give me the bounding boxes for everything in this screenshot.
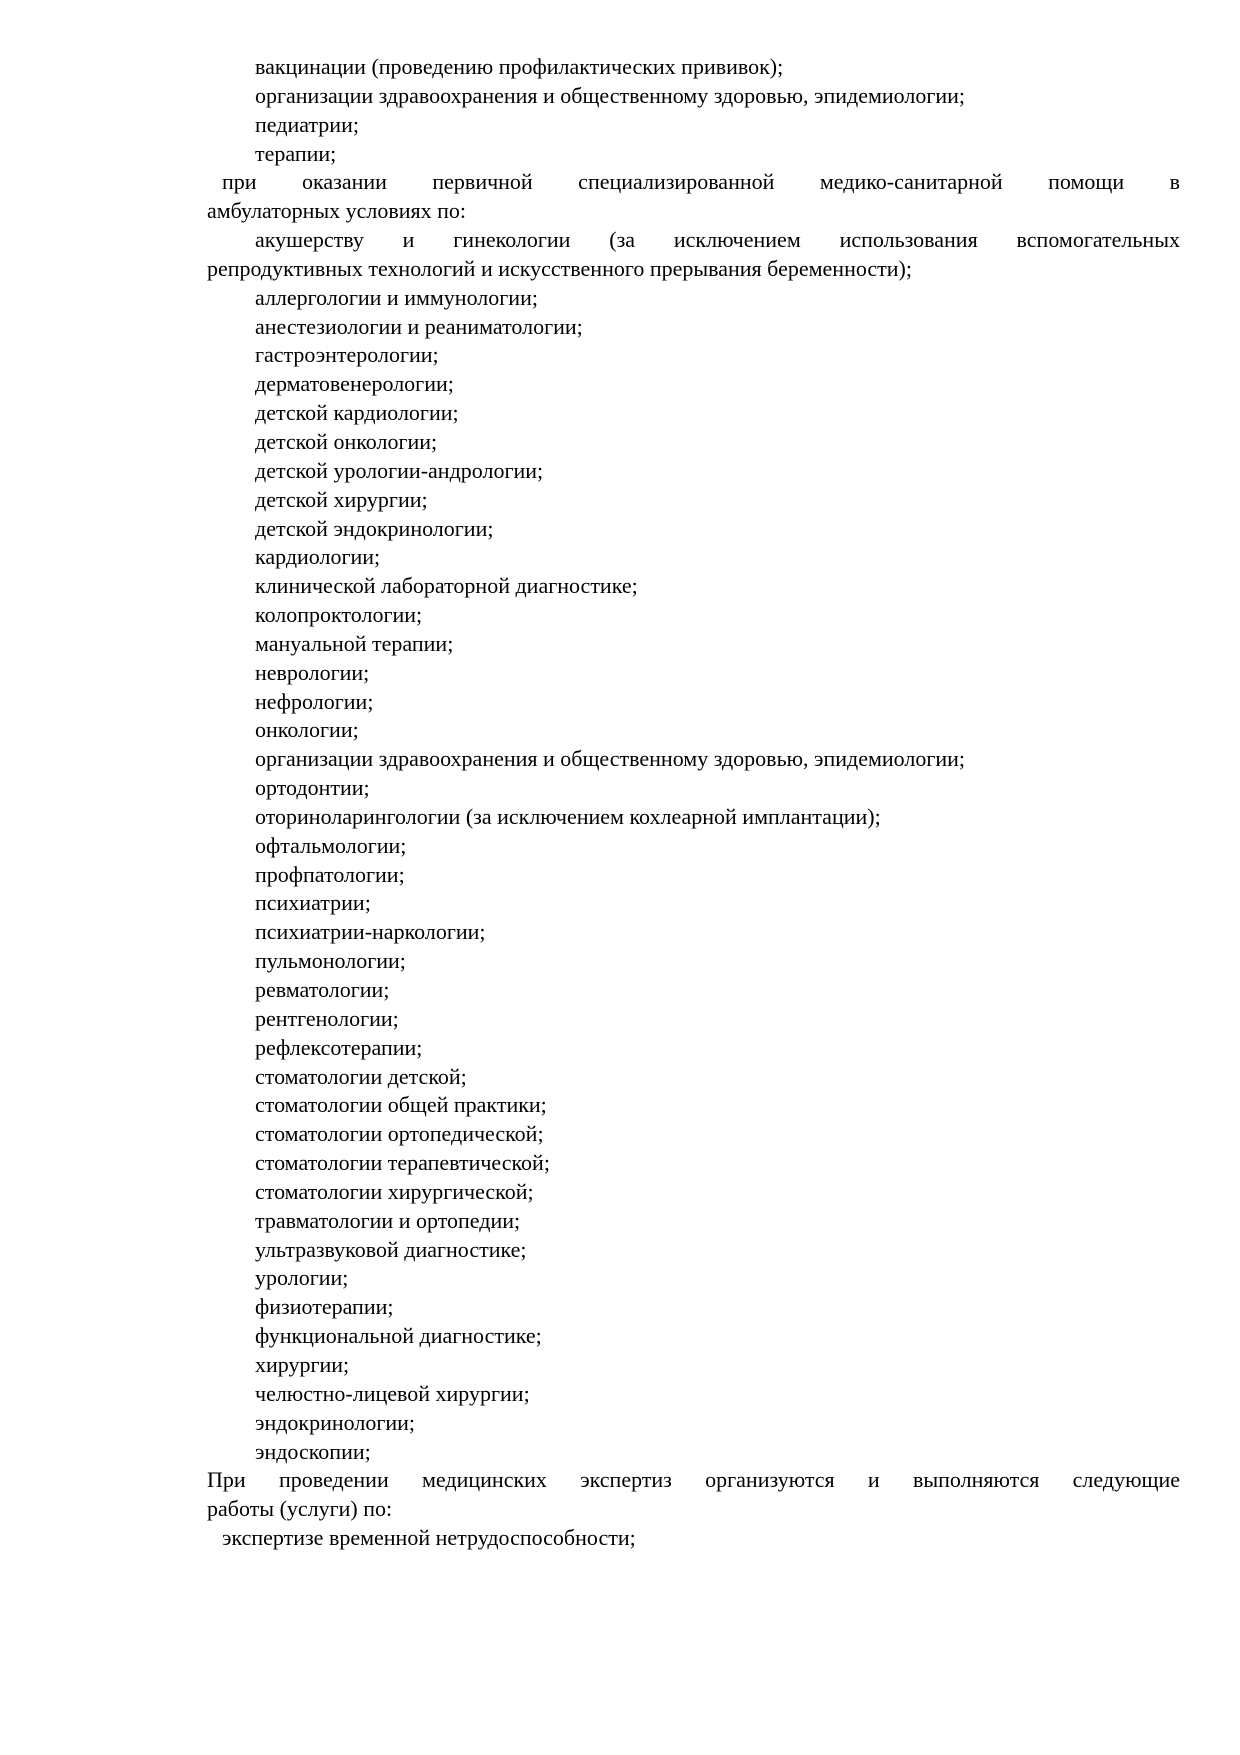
text-line: колопроктологии; <box>255 602 423 628</box>
text-line: физиотерапии; <box>255 1294 394 1320</box>
text-line: функциональной диагностике; <box>255 1323 542 1349</box>
text-line: стоматологии детской; <box>255 1063 467 1089</box>
text-line: экспертизе временной нетрудоспособности; <box>222 1525 636 1551</box>
text-line: ревматологии; <box>255 977 390 1002</box>
text-line: организации здравоохранения и общественному здоровью, эпидемиологии; <box>255 82 966 108</box>
text-line: аллергологии и иммунологии; <box>255 284 538 310</box>
text-line: оториноларингологии (за исключением кохлеарной имплантации); <box>255 803 881 829</box>
text-line: стоматологии ортопедической; <box>255 1121 544 1147</box>
text-line: терапии; <box>255 140 337 166</box>
text-line: детской эндокринологии; <box>255 515 494 541</box>
text-line: При проведении медицинских экспертиз организуются и выполняются следующие <box>207 1467 1180 1493</box>
text-line: стоматологии терапевтической; <box>255 1150 550 1176</box>
text-line: гастроэнтерологии; <box>255 342 439 368</box>
text-line: челюстно-лицевой хирургии; <box>255 1380 530 1406</box>
text-line: вакцинации (проведению профилактических прививок); <box>255 54 784 79</box>
text-line: хирургии; <box>255 1351 350 1377</box>
text-line: детской хирургии; <box>255 486 428 512</box>
text-line: детской онкологии; <box>255 428 438 454</box>
text-line: клинической лабораторной диагностике; <box>255 573 638 599</box>
text-line: стоматологии общей практики; <box>255 1092 547 1118</box>
text-line: акушерству и гинекологии (за исключением использования вспомогательных <box>255 227 1180 253</box>
text-line: нефрологии; <box>255 688 374 714</box>
text-line: урологии; <box>255 1265 349 1291</box>
text-line: организации здравоохранения и общественному здоровью, эпидемиологии; <box>255 746 966 772</box>
text-line: рефлексотерапии; <box>255 1034 423 1060</box>
text-line: ультразвуковой диагностике; <box>255 1236 527 1262</box>
text-line: педиатрии; <box>255 111 359 137</box>
text-line: профпатологии; <box>255 861 405 887</box>
text-line: дерматовенерологии; <box>255 371 454 397</box>
text-line: офтальмологии; <box>255 832 407 858</box>
text-line: рентгенологии; <box>255 1005 399 1031</box>
text-line: психиатрии; <box>255 890 371 916</box>
text-line: амбулаторных условиях по: <box>207 198 467 224</box>
text-line: стоматологии хирургической; <box>255 1178 534 1204</box>
text-line: кардиологии; <box>255 544 381 570</box>
text-line: анестезиологии и реаниматологии; <box>255 313 583 339</box>
text-line: работы (услуги) по: <box>207 1496 393 1522</box>
text-line: психиатрии-наркологии; <box>255 919 486 945</box>
text-line: ортодонтии; <box>255 775 370 801</box>
text-line: детской урологии-андрологии; <box>255 457 544 483</box>
text-line: онкологии; <box>255 717 359 743</box>
text-line: эндокринологии; <box>255 1409 416 1435</box>
text-line: мануальной терапии; <box>255 630 454 656</box>
text-line: неврологии; <box>255 659 370 685</box>
text-line: травматологии и ортопедии; <box>255 1207 521 1233</box>
text-line: репродуктивных технологий и искусственного прерывания беременности); <box>207 255 912 281</box>
text-line: при оказании первичной специализированной медико-санитарной помощи в <box>222 169 1180 195</box>
text-line: пульмонологии; <box>255 948 406 974</box>
text-line: детской кардиологии; <box>255 400 459 426</box>
document-text-block <box>207 53 1180 1553</box>
text-line: эндоскопии; <box>255 1438 371 1464</box>
